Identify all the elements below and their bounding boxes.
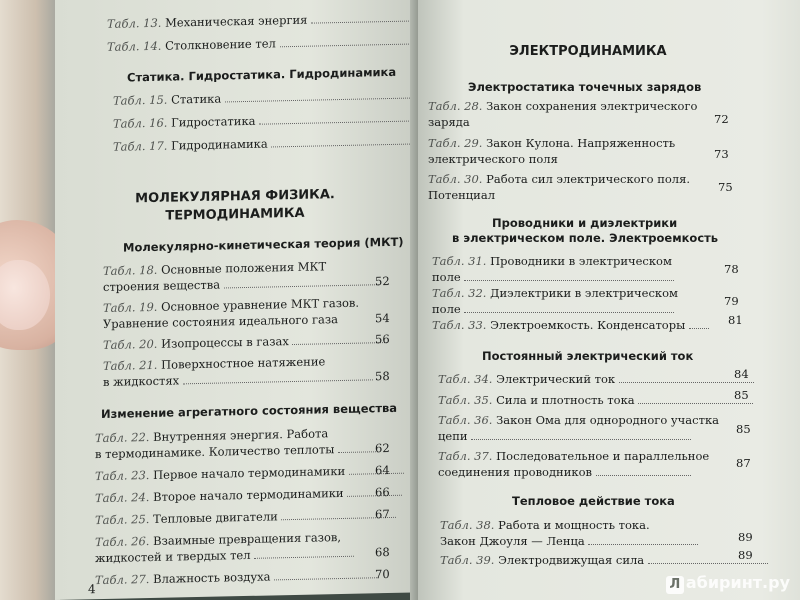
toc-entry: Табл. 27. Влажность воздуха xyxy=(95,567,379,587)
page-ref: 79 xyxy=(724,294,739,308)
page-ref: 72 xyxy=(714,112,729,126)
toc-entry-line: жидкостей и твердых тел xyxy=(95,546,354,565)
toc-entry: Табл. 39. Электродвижущая сила xyxy=(440,553,768,567)
page-ref: 52 xyxy=(375,273,390,289)
toc-entry-line: в термодинамике. Количество теплоты xyxy=(95,441,378,461)
toc-entry: Табл. 35. Сила и плотность тока xyxy=(438,393,753,407)
page-ref: 89 xyxy=(738,548,753,562)
toc-entry: Табл. 17. Гидродинамика xyxy=(113,133,426,154)
toc-entry: Табл. 28. Закон сохранения электрического xyxy=(428,99,698,113)
toc-entry: Табл. 34. Электрический ток xyxy=(438,372,754,386)
page-ref: 62 xyxy=(375,440,390,456)
subheading: Молекулярно-кинетическая теория (МКТ) xyxy=(123,234,404,255)
toc-entry-line: Потенциал xyxy=(428,188,496,202)
page-ref: 87 xyxy=(736,456,751,470)
toc-entry-line: Закон Джоуля — Ленца xyxy=(440,534,698,548)
page-ref: 75 xyxy=(718,180,733,194)
page-ref: 81 xyxy=(728,313,743,327)
toc-entry-line: электрического поля xyxy=(428,152,558,166)
toc-entry: Табл. 13. Механическая энергия xyxy=(107,10,441,31)
watermark xyxy=(666,573,790,594)
page-ref: 54 xyxy=(375,310,390,326)
page-ref: 70 xyxy=(375,566,390,582)
subheading: в электрическом поле. Электроемкость xyxy=(452,231,719,245)
section-title: МОЛЕКУЛЯРНАЯ ФИЗИКА. xyxy=(135,187,335,207)
toc-entry-line: поле xyxy=(432,302,674,316)
page-ref: 67 xyxy=(375,506,390,522)
toc-entry: Табл. 37. Последовательное и параллельное xyxy=(438,449,710,463)
subheading: Статика. Гидростатика. Гидродинамика xyxy=(127,64,397,85)
toc-entry-line: поле xyxy=(432,270,674,284)
toc-entry: Табл. 31. Проводники в электрическом xyxy=(432,254,672,268)
section-title: ЭЛЕКТРОДИНАМИКА xyxy=(509,44,667,59)
toc-entry: Табл. 30. Работа сил электрического поля. xyxy=(428,172,691,186)
toc-entry-line: строения вещества xyxy=(103,274,379,294)
toc-entry: Табл. 14. Столкновение тел xyxy=(107,33,435,54)
page-number: 4 xyxy=(88,582,96,597)
toc-entry-line: Уравнение состояния идеального газа xyxy=(103,312,339,331)
toc-entry: Табл. 38. Работа и мощность тока. xyxy=(440,518,650,532)
right-page xyxy=(418,0,800,600)
toc-entry-line: в жидкостях xyxy=(103,369,373,389)
section-title: ТЕРМОДИНАМИКА xyxy=(165,205,305,224)
page-ref: 73 xyxy=(714,147,729,161)
toc-entry: Табл. 25. Тепловые двигатели xyxy=(95,507,396,527)
toc-entry-line: цепи xyxy=(438,429,691,443)
toc-entry-line: заряда xyxy=(428,115,470,129)
toc-entry: Табл. 16. Гидростатика xyxy=(113,110,429,131)
left-page xyxy=(55,0,420,600)
page-ref: 84 xyxy=(734,367,749,381)
page-ref: 85 xyxy=(734,388,749,402)
page-ref: 58 xyxy=(375,368,390,384)
toc-entry: Табл. 29. Закон Кулона. Напряженность xyxy=(428,136,676,150)
subheading: Постоянный электрический ток xyxy=(482,349,694,363)
toc-entry: Табл. 33. Электроемкость. Конденсаторы xyxy=(432,318,709,332)
toc-entry-line: соединения проводников xyxy=(438,465,691,479)
toc-entry: Табл. 26. Взаимные превращения газов, xyxy=(95,530,342,550)
page-ref: 56 xyxy=(375,331,390,347)
watermark-text: абиринт.ру xyxy=(685,573,790,592)
page-ref: 66 xyxy=(375,484,390,500)
toc-entry: Табл. 19. Основное уравнение МКТ газов. xyxy=(103,295,360,315)
page-ref: 78 xyxy=(724,262,739,276)
toc-entry: Табл. 18. Основные положения МКТ xyxy=(103,259,327,278)
page-ref: 89 xyxy=(738,530,753,544)
subheading: Тепловое действие тока xyxy=(512,494,675,508)
page-ref: 68 xyxy=(375,544,390,560)
page-ref: 64 xyxy=(375,462,390,478)
toc-entry: Табл. 23. Первое начало термодинамики xyxy=(95,463,404,483)
subheading: Изменение агрегатного состояния вещества xyxy=(101,400,398,422)
subheading: Электростатика точечных зарядов xyxy=(468,80,702,94)
labirint-logo-icon: Л xyxy=(666,576,684,594)
toc-entry: Табл. 22. Внутренняя энергия. Работа xyxy=(95,426,329,446)
toc-entry: Табл. 15. Статика xyxy=(113,87,420,107)
subheading: Проводники и диэлектрики xyxy=(492,216,678,230)
toc-entry: Табл. 24. Второе начало термодинамики xyxy=(95,485,402,505)
page-ref: 85 xyxy=(736,422,751,436)
toc-entry: Табл. 21. Поверхностное натяжение xyxy=(103,354,326,373)
toc-entry: Табл. 36. Закон Ома для однородного участка xyxy=(438,413,719,427)
toc-entry: Табл. 20. Изопроцессы в газах xyxy=(103,332,387,352)
toc-entry: Табл. 32. Диэлектрики в электрическом xyxy=(432,286,678,300)
